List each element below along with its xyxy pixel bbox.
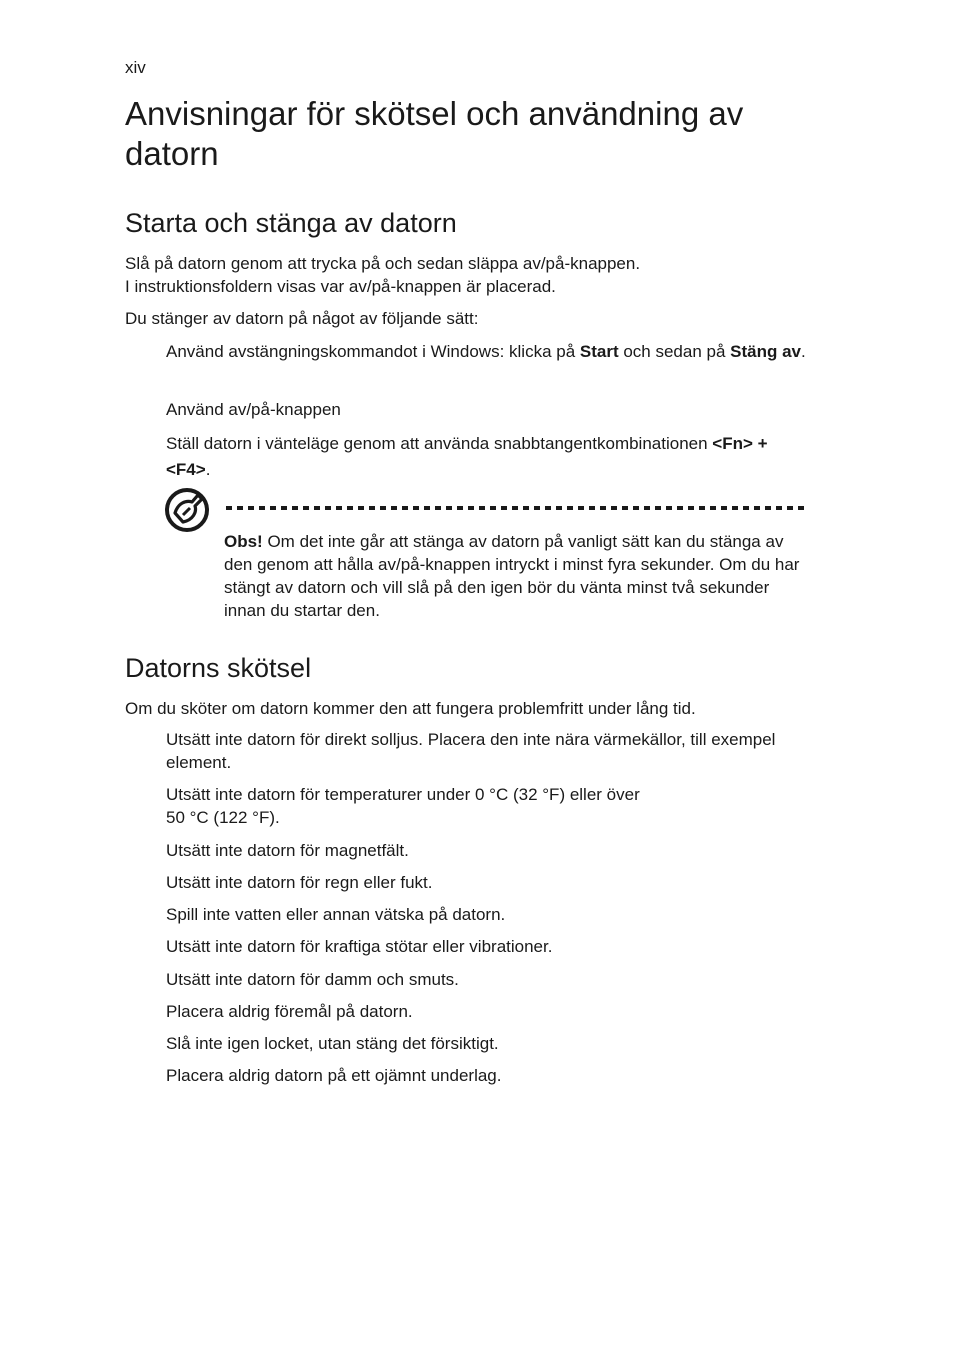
section-heading-care: Datorns skötsel — [125, 653, 312, 683]
option-text: . — [205, 460, 211, 479]
section-heading-start-stop: Starta och stänga av datorn — [125, 208, 457, 238]
note-text — [224, 530, 814, 622]
shutdown-lead: Du stänger av datorn på något av följande sätt: — [125, 309, 479, 328]
option-text: Ställ datorn i vänteläge genom att använda snabbtangentkombinationen — [166, 434, 713, 453]
care-intro: Om du sköter om datorn kommer den att fungera problemfritt under lång tid. — [125, 699, 696, 718]
care-item: Utsätt inte datorn för direkt solljus. Placera den inte nära värmekällor, till exempel element. — [166, 730, 776, 772]
care-item: Spill inte vatten eller annan vätska på datorn. — [166, 905, 506, 924]
care-item: Utsätt inte datorn för regn eller fukt. — [166, 873, 433, 892]
care-item: 50 °C (122 °F). — [166, 808, 280, 827]
start-label: Start — [579, 342, 619, 361]
care-item: Utsätt inte datorn för kraftiga stötar eller vibrationer. — [166, 937, 553, 956]
care-item: Placera aldrig föremål på datorn. — [166, 1002, 413, 1021]
option-text: och sedan på — [618, 342, 731, 361]
care-item: Utsätt inte datorn för temperaturer under 0 °C (32 °F) eller över — [166, 785, 640, 804]
page-number: xiv — [125, 58, 146, 77]
intro-line-1: Slå på datorn genom att trycka på och sedan släppa av/på-knappen. — [125, 254, 641, 273]
shutdown-option-power-button: Använd av/på-knappen — [166, 400, 341, 419]
hotkey-combination: <Fn> + <F4> — [166, 434, 768, 479]
care-item: Utsätt inte datorn för damm och smuts. — [166, 970, 459, 989]
note-label: Obs! — [224, 532, 263, 551]
care-item: Slå inte igen locket, utan stäng det försiktigt. — [166, 1034, 499, 1053]
shutdown-option-sleep — [166, 431, 816, 483]
care-item: Utsätt inte datorn för magnetfält. — [166, 841, 409, 860]
note-icon — [164, 487, 210, 533]
intro-text — [125, 252, 825, 298]
intro-line-2: I instruktionsfoldern visas var av/på-knappen är placerad. — [125, 277, 556, 296]
shutdown-label: Stäng av — [730, 342, 802, 361]
option-text: Använd avstängningskommandot i Windows: klicka på — [166, 342, 580, 361]
option-text: . — [801, 342, 806, 361]
shutdown-option-windows — [166, 339, 816, 365]
note-body: Om det inte går att stänga av datorn på vanligt sätt kan du stänga av den genom att hålla av/på-knappen intryckt i minst fyra sekunder. Om du har stängt av datorn och vill slå på den igen bör du vänta minst två sekunder innan du startar den. — [224, 532, 800, 620]
note-divider — [226, 506, 808, 510]
page-title: Anvisningar för skötsel och användning av datorn — [125, 95, 744, 172]
care-item: Placera aldrig datorn på ett ojämnt underlag. — [166, 1066, 502, 1085]
